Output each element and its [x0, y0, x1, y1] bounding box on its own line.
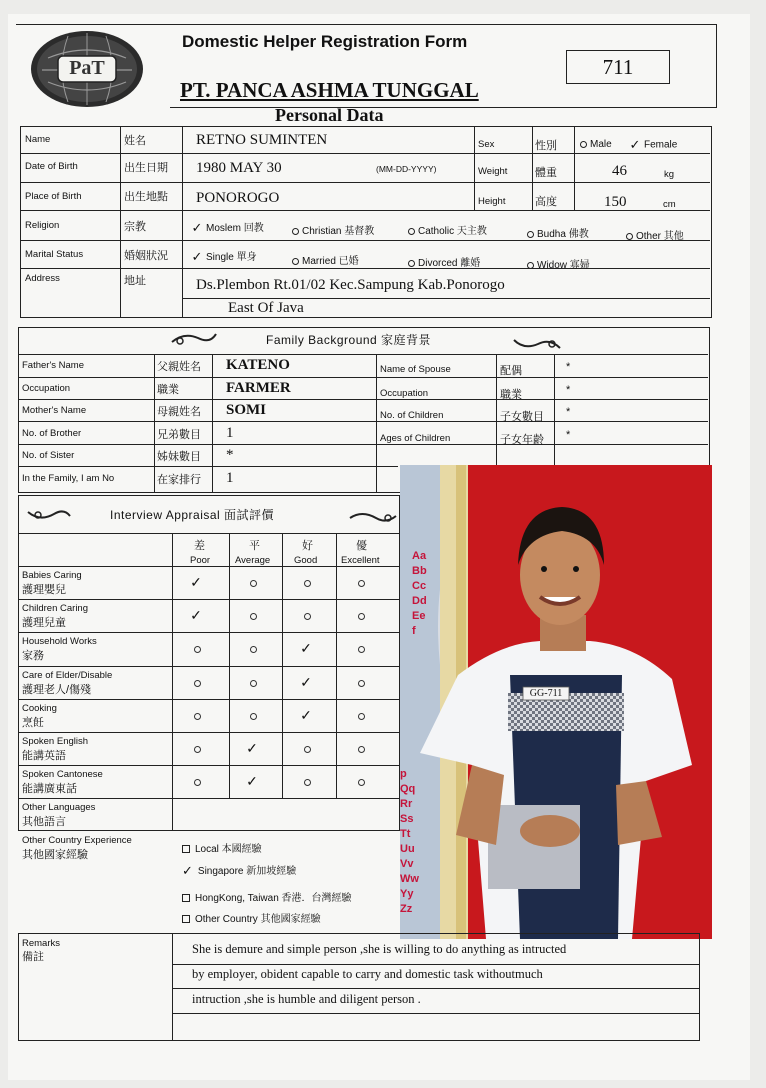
interview-appraisal-title: Interview Appraisal 面試評價: [110, 508, 275, 522]
skill-label: Children Caring: [22, 603, 89, 614]
radio-icon: [292, 228, 299, 235]
name-value: RETNO SUMINTEN: [196, 132, 328, 148]
marital-label: Marital Status: [25, 249, 84, 260]
height-label: Height: [478, 196, 506, 207]
radio-icon: [408, 260, 415, 267]
rating-radio-icon[interactable]: [250, 713, 257, 720]
rating-radio-icon[interactable]: [358, 580, 365, 587]
alphabet-chart-top: [412, 549, 442, 639]
weight-unit: kg: [664, 169, 675, 180]
sister-label-cjk: 姊妹數目: [157, 451, 201, 463]
sex-label: Sex: [478, 139, 495, 150]
address-label-cjk: 地址: [124, 275, 146, 287]
religion-option-christian[interactable]: Christian 基督教: [292, 222, 374, 237]
remarks-line-3: intruction ,she is humble and diligent person .: [192, 992, 421, 1006]
chart-letter: Rr: [400, 798, 413, 810]
ages-label-cjk: 子女年齡: [500, 434, 544, 446]
rating-check-mark-icon[interactable]: ✓: [300, 707, 312, 723]
height-value: 150: [604, 194, 627, 210]
skill-label: Spoken Cantonese: [22, 769, 103, 780]
experience-option[interactable]: HongKong, Taiwan 香港．台灣經驗: [182, 889, 352, 904]
father-label: Father's Name: [22, 360, 85, 371]
remarks-label-cjk: 備註: [22, 951, 44, 963]
address-line-1: Ds.Plembon Rt.01/02 Kec.Sampung Kab.Ponorogo: [196, 277, 505, 293]
other-languages-label: Other Languages: [22, 802, 96, 813]
form-title: Domestic Helper Registration Form: [182, 32, 468, 51]
skill-label-cjk: 能講廣東話: [22, 783, 77, 795]
name-label: Name: [25, 134, 51, 145]
rating-radio-icon[interactable]: [358, 746, 365, 753]
brother-value: 1: [226, 425, 234, 441]
experience-label-cjk: 其他國家經驗: [22, 849, 88, 861]
chart-letter: Qq: [400, 783, 416, 795]
weight-label: Weight: [478, 166, 508, 177]
chart-letter: Tt: [400, 828, 411, 840]
rating-check-mark-icon[interactable]: ✓: [300, 640, 312, 656]
experience-option[interactable]: Other Country 其他國家經驗: [182, 910, 321, 925]
checkbox-icon: [182, 845, 190, 853]
sex-male-option[interactable]: Male: [580, 139, 612, 150]
skill-label-cjk: 能講英語: [22, 750, 66, 762]
checkbox-icon: [182, 915, 190, 923]
address-label: Address: [25, 273, 60, 284]
spouse-occupation-value: *: [566, 384, 571, 396]
rating-radio-icon[interactable]: [358, 613, 365, 620]
chart-letter: Ww: [400, 873, 419, 885]
mother-label: Mother's Name: [22, 405, 87, 416]
logo-text: PaT: [69, 57, 105, 79]
chart-letter: Vv: [400, 858, 414, 870]
alphabet-chart-bottom: [400, 767, 430, 917]
marital-option-single[interactable]: ✓ Single 單身: [191, 249, 257, 265]
chart-letter: Dd: [412, 595, 427, 607]
rating-radio-icon[interactable]: [250, 613, 257, 620]
religion-option-moslem[interactable]: ✓ Moslem 回教: [191, 220, 264, 236]
sex-female-option[interactable]: ✓ Female: [629, 137, 678, 152]
rating-check-mark-icon[interactable]: ✓: [190, 607, 202, 623]
spouse-occupation-label-cjk: 職業: [500, 389, 522, 401]
rating-radio-icon[interactable]: [304, 779, 311, 786]
pob-value: PONOROGO: [196, 190, 280, 206]
chart-letter: p: [400, 768, 407, 780]
col-average-cjk: 平: [249, 540, 260, 552]
skill-label-cjk: 護理嬰兒: [22, 584, 66, 596]
occupation-label: Occupation: [22, 383, 71, 394]
rating-radio-icon[interactable]: [250, 680, 257, 687]
religion-option-other[interactable]: Other 其他: [626, 227, 684, 242]
height-unit: cm: [663, 199, 676, 210]
rating-radio-icon[interactable]: [304, 746, 311, 753]
chart-letter: Ss: [400, 813, 414, 825]
religion-label-cjk: 宗教: [124, 221, 146, 233]
marital-option-married[interactable]: Married 已婚: [292, 252, 359, 267]
remarks-label: Remarks: [22, 938, 61, 949]
dob-value: 1980 MAY 30: [196, 160, 282, 176]
rating-radio-icon[interactable]: [358, 779, 365, 786]
col-poor-cjk: 差: [194, 540, 205, 552]
religion-option-catholic[interactable]: Catholic 天主教: [408, 222, 487, 237]
family-background-title: Family Background 家庭背景: [266, 333, 432, 347]
spouse-label-cjk: 配偶: [500, 365, 522, 377]
religion-option-budha[interactable]: Budha 佛教: [527, 225, 589, 240]
remarks-line-1: She is demure and simple person ,she is willing to do anything as intructed: [192, 942, 567, 956]
skill-label-cjk: 家務: [22, 650, 44, 662]
form-number: 711: [602, 55, 634, 79]
sex-label-cjk: 性別: [535, 140, 557, 152]
chart-letter: Yy: [400, 888, 414, 900]
occupation-value: FARMER: [226, 380, 291, 396]
family-no-value: 1: [226, 470, 234, 486]
father-value: KATENO: [226, 357, 290, 373]
applicant-photo: [400, 465, 712, 939]
dob-label-cjk: 出生日期: [124, 162, 168, 174]
dob-label: Date of Birth: [25, 161, 78, 172]
check-mark-icon: ✓: [191, 220, 203, 236]
section-title: Personal Data: [275, 105, 384, 125]
chart-letter: Aa: [412, 550, 427, 562]
religion-label: Religion: [25, 220, 60, 231]
children-value: *: [566, 406, 571, 418]
weight-label-cjk: 體重: [535, 167, 557, 179]
skill-label: Care of Elder/Disable: [22, 670, 113, 681]
occupation-label-cjk: 職業: [157, 384, 179, 396]
rating-radio-icon[interactable]: [194, 646, 201, 653]
checked-box-icon: ✓: [182, 863, 193, 879]
brother-label-cjk: 兄弟數目: [157, 429, 201, 441]
rating-radio-icon[interactable]: [358, 646, 365, 653]
marital-option-widow[interactable]: Widow 寡婦: [527, 256, 590, 271]
skill-label: Cooking: [22, 703, 57, 714]
rating-radio-icon[interactable]: [250, 646, 257, 653]
spouse-value: *: [566, 361, 571, 373]
marital-option-divorced[interactable]: Divorced 離婚: [408, 254, 480, 269]
rating-check-mark-icon[interactable]: ✓: [246, 740, 258, 756]
rating-check-mark-icon[interactable]: ✓: [190, 574, 202, 590]
pob-label-cjk: 出生地點: [124, 191, 168, 203]
swirl-left-icon: [26, 504, 72, 524]
rating-radio-icon[interactable]: [194, 779, 201, 786]
experience-option[interactable]: ✓ Singapore 新加坡經驗: [182, 863, 297, 879]
mother-label-cjk: 母親姓名: [157, 406, 201, 418]
children-label: No. of Children: [380, 410, 444, 421]
weight-value: 46: [612, 163, 627, 179]
sister-value: *: [226, 447, 234, 463]
dob-format: (MM-DD-YYYY): [376, 164, 437, 174]
rating-radio-icon[interactable]: [358, 680, 365, 687]
spouse-occupation-label: Occupation: [380, 388, 429, 399]
experience-label: Other Country Experience: [22, 835, 132, 846]
col-poor-label: Poor: [190, 555, 211, 566]
rating-radio-icon[interactable]: [304, 580, 311, 587]
company-logo: [28, 28, 146, 110]
chart-letter: Cc: [412, 580, 427, 592]
ages-label: Ages of Children: [380, 433, 451, 444]
col-excellent-label: Excellent: [341, 555, 380, 566]
radio-icon: [527, 231, 534, 238]
marital-label-cjk: 婚姻狀況: [124, 250, 168, 262]
children-label-cjk: 子女數目: [500, 411, 544, 423]
col-good-label: Good: [294, 555, 318, 566]
col-good-cjk: 好: [302, 540, 313, 552]
radio-icon: [408, 228, 415, 235]
radio-icon: [527, 262, 534, 269]
ages-value: *: [566, 429, 571, 441]
skill-label: Household Works: [22, 636, 97, 647]
checkbox-icon: [182, 894, 190, 902]
skill-label-cjk: 護理兒童: [22, 617, 66, 629]
family-no-label: In the Family, I am No: [22, 473, 115, 484]
rating-radio-icon[interactable]: [194, 713, 201, 720]
chart-letter: f: [412, 625, 416, 637]
chart-letter: Ee: [412, 610, 426, 622]
experience-option[interactable]: Local 本國經驗: [182, 840, 262, 855]
chart-letter: Bb: [412, 565, 427, 577]
rating-radio-icon[interactable]: [304, 613, 311, 620]
check-mark-icon: ✓: [629, 137, 641, 152]
father-label-cjk: 父親姓名: [157, 361, 201, 373]
chart-letter: Uu: [400, 843, 415, 855]
swirl-right-icon: [512, 334, 562, 354]
brother-label: No. of Brother: [22, 428, 82, 439]
skill-label-cjk: 烹飪: [22, 717, 44, 729]
rating-radio-icon[interactable]: [358, 713, 365, 720]
rating-radio-icon[interactable]: [194, 680, 201, 687]
height-label-cjk: 高度: [535, 196, 557, 208]
skill-label: Babies Caring: [22, 570, 82, 581]
company-name: PT. PANCA ASHMA TUNGGAL: [180, 78, 479, 102]
address-line-2: East Of Java: [228, 300, 304, 316]
mother-value: SOMI: [226, 402, 267, 418]
other-languages-label-cjk: 其他語言: [22, 816, 66, 828]
photo-name-tag: GG-711: [529, 688, 563, 699]
swirl-right-icon: [348, 508, 398, 528]
skill-label: Spoken English: [22, 736, 89, 747]
rating-check-mark-icon[interactable]: ✓: [300, 674, 312, 690]
radio-icon: [626, 233, 633, 240]
pob-label: Place of Birth: [25, 191, 82, 202]
radio-icon: [292, 258, 299, 265]
skill-label-cjk: 護理老人/傷殘: [22, 684, 92, 696]
family-no-label-cjk: 在家排行: [157, 474, 201, 486]
rating-check-mark-icon[interactable]: ✓: [246, 773, 258, 789]
rating-radio-icon[interactable]: [194, 746, 201, 753]
rating-radio-icon[interactable]: [250, 580, 257, 587]
spouse-label: Name of Spouse: [380, 364, 451, 375]
name-label-cjk: 姓名: [124, 135, 146, 147]
col-average-label: Average: [235, 555, 271, 566]
sister-label: No. of Sister: [22, 450, 75, 461]
check-mark-icon: ✓: [191, 249, 203, 265]
swirl-left-icon: [170, 330, 220, 350]
remarks-line-2: by employer, obident capable to carry and domestic task withoutmuch: [192, 967, 543, 981]
col-excellent-cjk: 優: [356, 540, 367, 552]
radio-icon: [580, 141, 587, 148]
chart-letter: Zz: [400, 903, 413, 915]
